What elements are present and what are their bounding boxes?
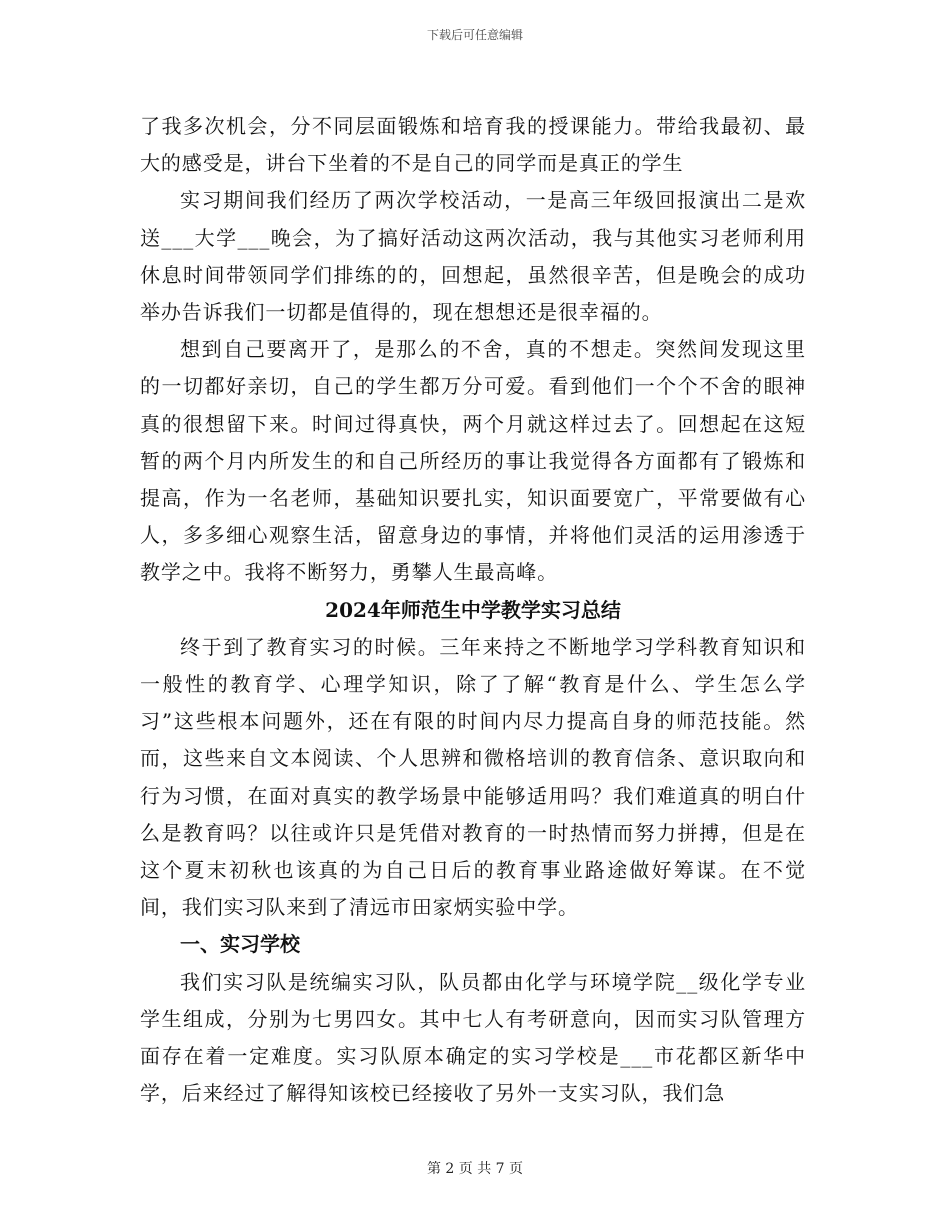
section-title: 2024年师范生中学教学实习总结 (325, 597, 621, 622)
page-header: 下载后可任意编辑 (426, 28, 523, 42)
paragraph-school: 我们实习队是统编实习队，队员都由化学与环境学院__级化学专业学生组成，分别为七男四女。其中七人有考研意向，因而实习队管理方面存在着一定难度。实习队原本确定的实习学校是___市花都区新华中学，后来经过了解得知该校已经接收了另外一支实习队，我们急 (140, 969, 806, 1106)
heading-practice-school: 一、实习学校 (180, 932, 300, 957)
page-footer: 第 2 页 共 7 页 (426, 1161, 524, 1177)
paragraph-farewell: 想到自己要离开了，是那么的不舍，真的不想走。突然间发现这里的一切都好亲切，自己的学生都万分可爱。看到他们一个个不舍的眼神真的很想留下来。时间过得真快，两个月就这样过去了。回想起在这短暂的两个月内所发生的和自己所经历的事让我觉得各方面都有了锻炼和提高，作为一名老师，基础知识要扎实，知识面要宽广，平常要做有心人，多多细心观察生活，留意身边的事情，并将他们灵活的运用渗透于教学之中。我将不断努力，勇攀人生最高峰。 (140, 337, 806, 585)
document-body (140, 108, 806, 1112)
paragraph-continuation: 了我多次机会，分不同层面锻炼和培育我的授课能力。带给我最初、最大的感受是，讲台下坐着的不是自己的同学而是真正的学生 (140, 114, 806, 176)
paragraph-activities: 实习期间我们经历了两次学校活动，一是高三年级回报演出二是欢送___大学___晚会，为了搞好活动这两次活动，我与其他实习老师利用休息时间带领同学们排练的的，回想起，虽然很辛苦，但是晚会的成功举办告诉我们一切都是值得的，现在想想还是很幸福的。 (140, 188, 806, 325)
paragraph-intro: 终于到了教育实习的时候。三年来持之不断地学习学科教育知识和一般性的教育学、心理学知识，除了了解“教育是什么、学生怎么学习”这些根本问题外，还在有限的时间内尽力提高自身的师范技能。然而，这些来自文本阅读、个人思辨和微格培训的教育信条、意识取向和行为习惯，在面对真实的教学场景中能够适用吗？我们难道真的明白什么是教育吗？以往或许只是凭借对教育的一时热情而努力拼搏，但是在这个夏末初秋也该真的为自己日后的教育事业路途做好筹谋。在不觉间，我们实习队来到了清远市田家炳实验中学。 (140, 634, 806, 920)
